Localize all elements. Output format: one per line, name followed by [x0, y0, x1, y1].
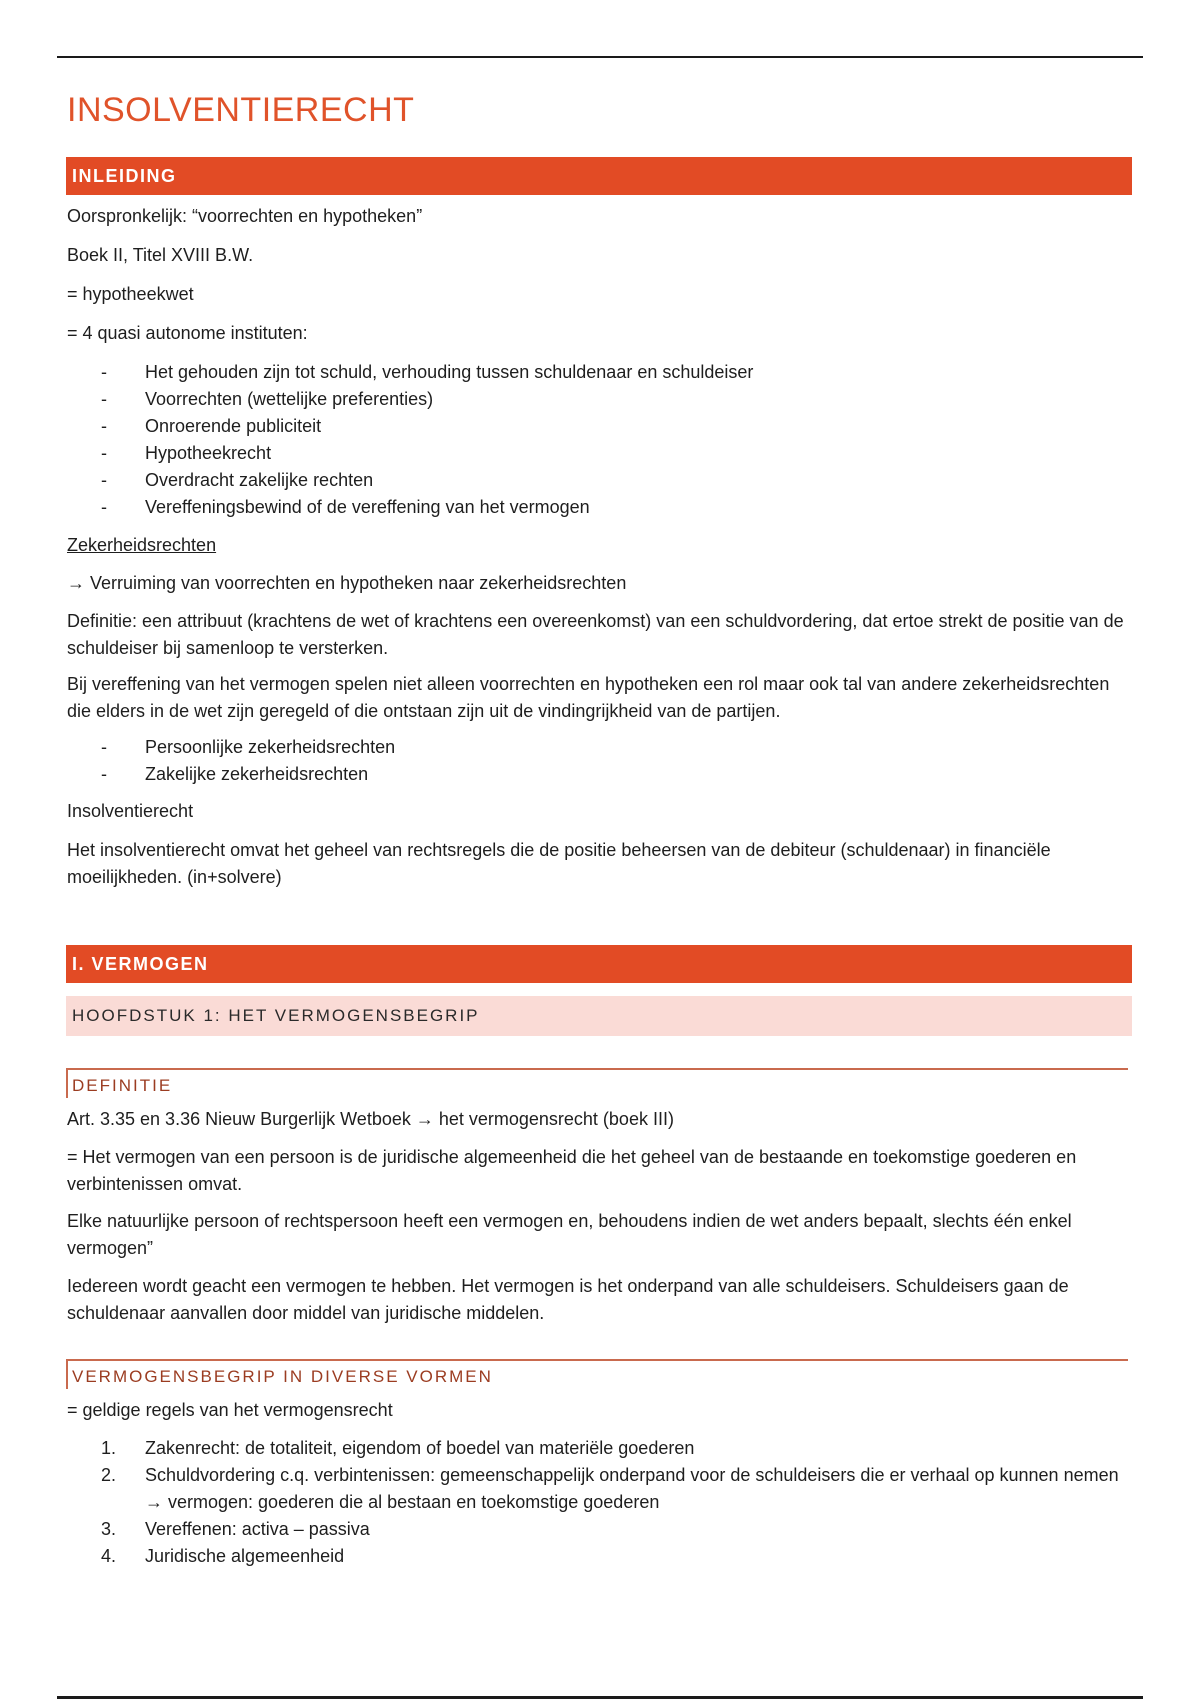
paragraph: → Verruiming van voorrechten en hypotheken naar zekerheidsrechten — [67, 573, 627, 593]
document-title: INSOLVENTIERECHT — [67, 91, 415, 129]
list-item: 2. Schuldvordering c.q. verbintenissen: gemeenschappelijk onderpand voor de schuldeisers die er verhaal op kunnen nemen → vermogen: goederen die al bestaan en toekomstige goederen — [101, 1465, 1119, 1512]
paragraph: Bij vereffening van het vermogen spelen niet alleen voorrechten en hypotheken een rol maar ook tal van andere zekerheidsrechten die elders in de wet zijn geregeld of die ontstaan zijn uit de vindingrijkheid van de partijen. — [67, 674, 1110, 721]
list-item: - Voorrechten (wettelijke preferenties) — [101, 389, 434, 409]
list-item: - Overdracht zakelijke rechten — [101, 470, 374, 490]
paragraph: = 4 quasi autonome instituten: — [67, 323, 308, 343]
list-item: 4. Juridische algemeenheid — [101, 1546, 345, 1566]
list-item: - Vereffeningsbewind of de vereffening van het vermogen — [101, 497, 590, 517]
list-item: - Persoonlijke zekerheidsrechten — [101, 737, 396, 757]
forms-list — [67, 1435, 1133, 1570]
chapter-heading: HOOFDSTUK 1: HET VERMOGENSBEGRIP — [66, 996, 1132, 1036]
paragraph: Elke natuurlijke persoon of rechtspersoon heeft een vermogen en, behoudens indien de wet anders bepaalt, slechts één enkel vermogen” — [67, 1211, 1072, 1258]
paragraph: Definitie: een attribuut (krachtens de wet of krachtens een overeenkomst) van een schuldvordering, dat ertoe strekt de positie van de schuldeiser bij samenloop te versterken. — [67, 611, 1124, 658]
subsection-heading-definitie: DEFINITIE — [66, 1068, 1128, 1098]
paragraph: Boek II, Titel XVIII B.W. — [67, 245, 254, 265]
institutes-list — [67, 359, 1133, 521]
security-rights-list — [67, 734, 1133, 788]
paragraph: Oorspronkelijk: “voorrechten en hypotheken” — [67, 206, 423, 226]
paragraph: = geldige regels van het vermogensrecht — [67, 1400, 393, 1420]
paragraph: = Het vermogen van een persoon is de juridische algemeenheid die het geheel van de bestaande en toekomstige goederen en verbintenissen omvat. — [67, 1147, 1077, 1194]
list-item: - Zakelijke zekerheidsrechten — [101, 764, 369, 784]
subsection-heading-vormen: VERMOGENSBEGRIP IN DIVERSE VORMEN — [66, 1359, 1128, 1389]
list-item: - Het gehouden zijn tot schuld, verhouding tussen schuldenaar en schuldeiser — [101, 362, 754, 382]
paragraph: Het insolventierecht omvat het geheel van rechtsregels die de positie beheersen van de debiteur (schuldenaar) in financiële moeilijkheden. (in+solvere) — [67, 840, 1051, 887]
paragraph: Iedereen wordt geacht een vermogen te hebben. Het vermogen is het onderpand van alle schuldeisers. Schuldeisers gaan de schuldenaar aanvallen door middel van juridische middelen. — [67, 1276, 1069, 1323]
paragraph: Art. 3.35 en 3.36 Nieuw Burgerlijk Wetboek → het vermogensrecht (boek III) — [67, 1109, 674, 1129]
subheading-zekerheidsrechten: Zekerheidsrechten — [67, 535, 217, 555]
list-item: - Hypotheekrecht — [101, 443, 272, 463]
paragraph: = hypotheekwet — [67, 284, 194, 304]
list-item: - Onroerende publiciteit — [101, 416, 322, 436]
section-heading-vermogen: I. VERMOGEN — [66, 945, 1132, 983]
paragraph: Insolventierecht — [67, 801, 194, 821]
list-item: 3. Vereffenen: activa – passiva — [101, 1519, 370, 1539]
document-body — [67, 86, 1133, 1570]
section-heading-inleiding: INLEIDING — [66, 157, 1132, 195]
bottom-rule — [57, 1696, 1143, 1699]
list-item: 1. Zakenrecht: de totaliteit, eigendom of boedel van materiële goederen — [101, 1438, 695, 1458]
top-rule — [57, 56, 1143, 58]
